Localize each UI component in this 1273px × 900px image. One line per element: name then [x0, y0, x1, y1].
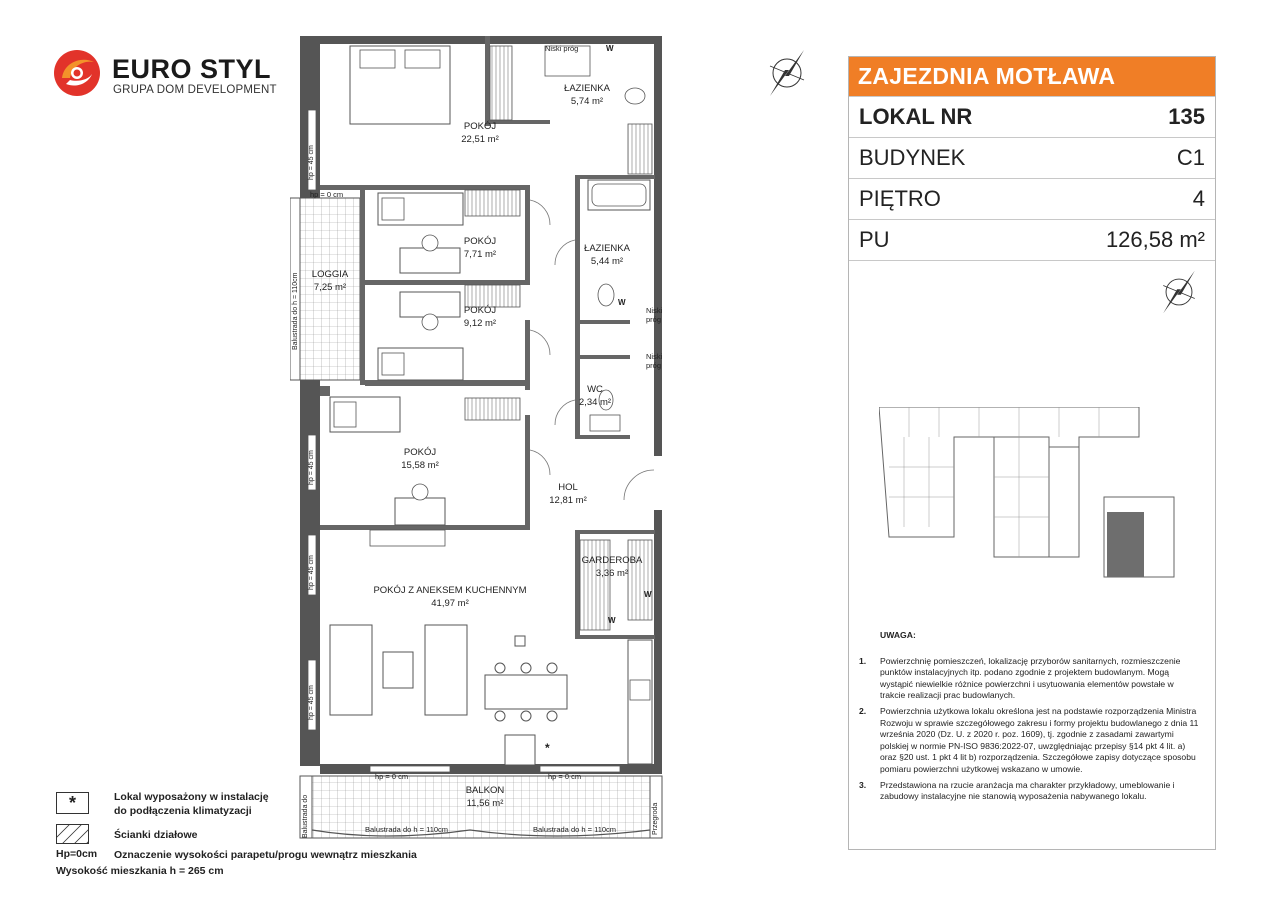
info-row-building — [849, 137, 1215, 178]
info-row-area — [849, 219, 1215, 261]
plan-note: hp = 0 cm — [375, 772, 409, 781]
notes-title: UWAGA: — [880, 630, 916, 640]
plan-note: hp = 0 cm — [310, 190, 344, 199]
plan-note: Niski próg — [545, 44, 579, 53]
aircon-star-symbol: * — [56, 792, 89, 814]
info-value: C1 — [1176, 145, 1205, 170]
room-label: POKÓJ 7,71 m² — [463, 236, 497, 260]
note-number: 2. — [859, 705, 867, 716]
project-title: ZAJEZDNIA MOTŁAWA — [849, 57, 1215, 96]
note-item — [859, 706, 1199, 776]
legend-hp-text: Oznaczenie wysokości parapetu/progu wewnątrz mieszkania — [114, 849, 417, 861]
building-key-plan — [879, 407, 1189, 597]
room-label: POKÓJ Z ANEKSEM KUCHENNYM 41,97 m² — [373, 585, 527, 609]
room-label: ŁAZIENKA 5,44 m² — [584, 243, 630, 267]
notes-section — [859, 630, 1199, 807]
note-number: 1. — [859, 655, 867, 666]
note-text: Powierzchnia użytkowa lokalu określona jest na podstawie rozporządzenia Ministra Rozwoju w sprawie szczegółowego zakresu i formy projektu budowlanego z dnia 11 września 2020 (Dz. U. z 2020 r. poz. 1609), tj. zgodnie z zasadami zawartymi polskiej w normie PN-ISO 9836:2022-07, uwzględniając przepisy §14 pkt 4 lit. a) oraz §20 ust. 1 pkt 4 lit b) rozporządzenia. Szczegółowe zapisy dotyczące sposobu pomiaru powierzchni użytkowej wskazano w umowie. — [880, 705, 1199, 774]
north-arrow-icon — [1154, 267, 1204, 317]
plan-note: Balustrada do h = 110cm — [365, 825, 449, 834]
selected-building-highlight — [1107, 512, 1144, 577]
room-label: HOL 12,81 m² — [549, 482, 587, 506]
room-label: POKÓJ 9,12 m² — [463, 305, 497, 329]
floor-plan — [290, 30, 670, 852]
plan-note: hp = 0 cm — [548, 772, 582, 781]
note-text: Powierzchnię pomieszczeń, lokalizację przyborów sanitarnych, rozmieszczenie punktów instalacyjnych itp. podano zgodnie z projektem budowlanym. Mogą wystąpić niewielkie różnice powierzchni i usytuowania elementów powstałe w trakcie realizacji prac budowlanych. — [880, 655, 1181, 701]
plan-note: W — [618, 298, 626, 307]
north-arrow-icon — [760, 46, 814, 100]
floor-plan-drawing — [290, 30, 670, 852]
aircon-star: * — [545, 741, 550, 755]
room-label: POKÓJ 22,51 m² — [461, 121, 499, 145]
legend-aircon-text: Lokal wyposażony w instalację do podłączenia klimatyzacji — [114, 791, 269, 817]
info-row-unit — [849, 96, 1215, 137]
room-label: LOGGIA 7,25 m² — [311, 269, 349, 293]
plan-note: W — [644, 590, 652, 599]
room-label: POKÓJ 15,58 m² — [401, 447, 439, 471]
plan-note: W — [606, 44, 614, 53]
room-label: GARDEROBA 3,36 m² — [581, 555, 643, 579]
hatch-symbol-icon — [56, 824, 89, 844]
plan-note: Niski próg — [646, 306, 663, 324]
company-logo — [52, 48, 292, 104]
plan-note: Niski próg — [646, 352, 663, 370]
legend — [56, 788, 476, 888]
plan-note: W — [608, 616, 616, 625]
note-item — [859, 656, 1199, 702]
room-label: ŁAZIENKA 5,74 m² — [564, 83, 610, 107]
legend-hp-key: Hp=0cm — [56, 848, 98, 860]
legend-hatch-text: Ścianki działowe — [114, 829, 198, 841]
info-value: 135 — [1168, 104, 1205, 129]
logo-brand: EURO STYL — [112, 54, 272, 84]
plan-note: Balustrada do h = 110cm — [533, 825, 617, 834]
info-value: 126,58 m² — [1105, 227, 1205, 252]
note-number: 3. — [859, 779, 867, 790]
logo-subtitle: GRUPA DOM DEVELOPMENT — [113, 84, 277, 96]
info-label: PU — [859, 227, 890, 252]
apartment-info-panel — [848, 56, 1216, 850]
legend-height-text: Wysokość mieszkania h = 265 cm — [56, 865, 224, 877]
note-text: Przedstawiona na rzucie aranżacja ma charakter przykładowy, umeblowanie i zabudowy instalacyjne nie stanowią wyposażenia nabywanego lokalu. — [880, 779, 1175, 802]
info-label: BUDYNEK — [859, 145, 966, 170]
info-label: PIĘTRO — [859, 186, 941, 211]
note-item — [859, 780, 1199, 803]
info-value: 4 — [1192, 186, 1205, 211]
room-label: WC 2,34 m² — [578, 384, 612, 408]
info-label: LOKAL NR — [859, 104, 973, 129]
room-label: BALKON 11,56 m² — [465, 785, 505, 809]
info-row-floor — [849, 178, 1215, 219]
euro-styl-logo-icon — [52, 48, 102, 98]
